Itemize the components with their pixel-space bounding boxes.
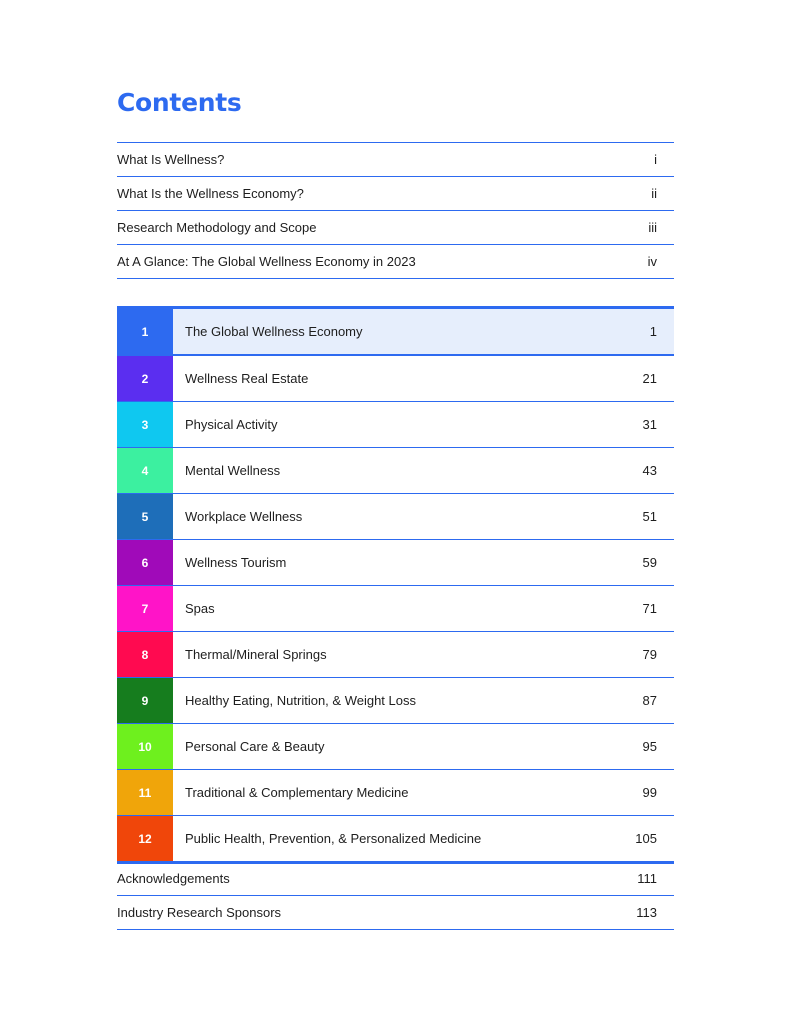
toc-entry-page: ii [651,186,657,201]
toc-entry-label: Research Methodology and Scope [117,220,317,235]
chapter-page: 59 [642,555,657,570]
chapter-row-8[interactable] [117,632,674,678]
chapter-label: Physical Activity [185,417,278,432]
chapter-list [117,306,674,864]
chapter-page: 1 [649,324,657,339]
chapter-page: 51 [642,509,657,524]
chapter-label: Personal Care & Beauty [185,739,325,754]
chapter-label: Wellness Tourism [185,555,287,570]
chapter-number-badge: 1 [117,309,173,354]
toc-entry-label: What Is the Wellness Economy? [117,186,304,201]
chapter-label: Thermal/Mineral Springs [185,647,327,662]
chapter-page: 87 [642,693,657,708]
toc-entry-label: Industry Research Sponsors [117,905,282,920]
chapter-number-badge: 9 [117,678,173,723]
chapter-label: Public Health, Prevention, & Personalized Medicine [185,831,482,846]
chapter-label: Traditional & Complementary Medicine [185,785,409,800]
chapter-page: 31 [642,417,657,432]
chapter-page: 71 [642,601,657,616]
chapter-row-7[interactable] [117,586,674,632]
chapter-number-badge: 12 [117,816,173,861]
toc-entry-wellness-economy[interactable] [117,177,674,211]
chapter-label: The Global Wellness Economy [185,324,363,339]
toc-entry-label: What Is Wellness? [117,152,225,167]
chapter-page: 99 [642,785,657,800]
chapter-row-9[interactable] [117,678,674,724]
toc-entry-what-is-wellness[interactable] [117,143,674,177]
chapter-page: 21 [642,371,657,386]
chapter-row-10[interactable] [117,724,674,770]
toc-entry-label: At A Glance: The Global Wellness Economy in 2023 [117,254,416,269]
toc-entry-label: Acknowledgements [117,871,230,886]
chapter-row-3[interactable] [117,402,674,448]
chapter-row-11[interactable] [117,770,674,816]
chapter-page: 105 [635,831,657,846]
chapter-number-badge: 5 [117,494,173,539]
chapter-number-badge: 3 [117,402,173,447]
chapter-number-badge: 6 [117,540,173,585]
chapter-number-badge: 7 [117,586,173,631]
chapter-number-badge: 2 [117,356,173,401]
chapter-number-badge: 10 [117,724,173,769]
chapter-page: 79 [642,647,657,662]
toc-entry-acknowledgements[interactable] [117,862,674,896]
chapter-row-4[interactable] [117,448,674,494]
toc-entry-page: i [654,152,657,167]
back-matter-list [117,862,674,930]
front-matter-list [117,143,674,279]
chapter-page: 43 [642,463,657,478]
chapter-row-5[interactable] [117,494,674,540]
chapter-row-1[interactable] [117,309,674,356]
toc-entry-methodology[interactable] [117,211,674,245]
chapter-row-6[interactable] [117,540,674,586]
chapter-row-2[interactable] [117,356,674,402]
toc-entry-page: 111 [637,871,657,886]
page-title: Contents [117,88,242,117]
chapter-row-12[interactable] [117,816,674,861]
chapter-number-badge: 8 [117,632,173,677]
toc-entry-page: iv [647,254,657,269]
chapter-label: Healthy Eating, Nutrition, & Weight Loss [185,693,416,708]
chapter-label: Workplace Wellness [185,509,303,524]
toc-entry-at-a-glance[interactable] [117,245,674,279]
chapter-page: 95 [642,739,657,754]
chapter-label: Spas [185,601,215,616]
chapter-number-badge: 11 [117,770,173,815]
toc-entry-page: 113 [636,905,657,920]
chapter-label: Wellness Real Estate [185,371,309,386]
toc-entry-page: iii [648,220,657,235]
chapter-number-badge: 4 [117,448,173,493]
toc-entry-sponsors[interactable] [117,896,674,930]
chapter-label: Mental Wellness [185,463,281,478]
